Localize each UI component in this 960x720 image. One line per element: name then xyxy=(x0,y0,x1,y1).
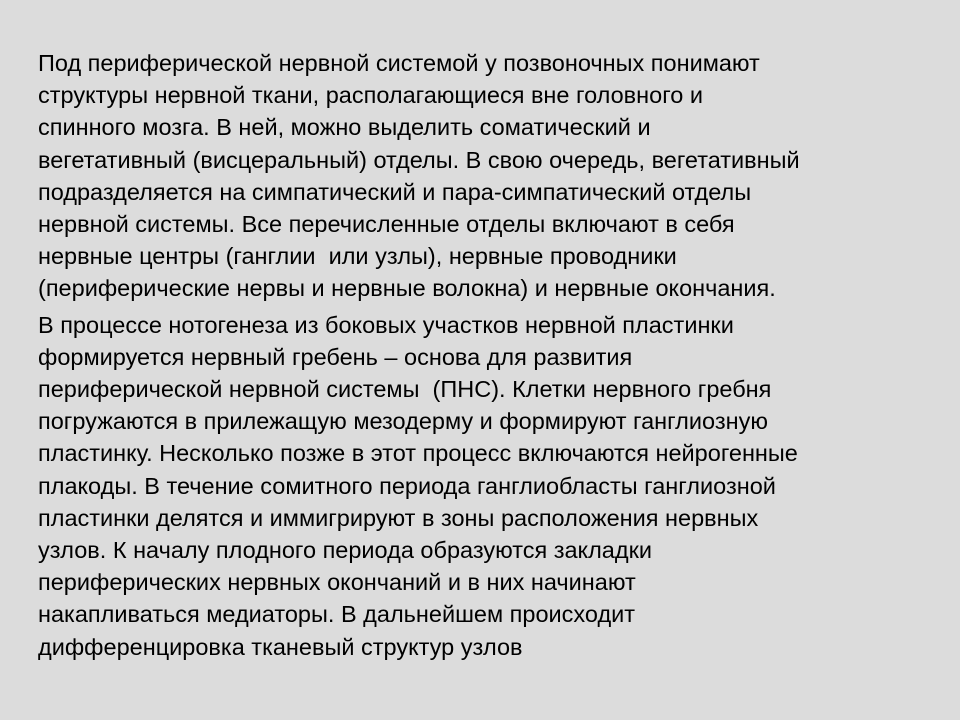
text-line: вегетативный (висцеральный) отделы. В свою очередь, вегетативный xyxy=(38,146,800,173)
text-line: погружаются в прилежащую мезодерму и формируют ганглиозную xyxy=(38,408,768,435)
text-line: периферических нервных окончаний и в них начинают xyxy=(38,569,636,596)
text-line: пластинки делятся и иммигрируют в зоны расположения нервных xyxy=(38,504,759,531)
text-line: В процессе нотогенеза из боковых участков нервной пластинки xyxy=(38,311,734,338)
text-line: формируется нервный гребень – основа для развития xyxy=(38,343,633,370)
text-line: Под периферической нервной системой у позвоночных понимают xyxy=(38,50,760,76)
text-line: узлов. К началу плодного периода образуются закладки xyxy=(38,537,652,564)
text-line: плакоды. В течение сомитного периода ганглиобласты ганглиозной xyxy=(38,472,776,499)
text-line: спинного мозга. В ней, можно выделить соматический и xyxy=(38,114,651,141)
text-line: (периферические нервы и нервные волокна) и нервные окончания. xyxy=(38,275,776,302)
text-line: пластинку. Несколько позже в этот процесс включаются нейрогенные xyxy=(38,440,798,467)
text-line: накапливаться медиаторы. В дальнейшем происходит xyxy=(38,601,636,628)
text-line: нервные центры (ганглии или узлы), нервные проводники xyxy=(38,243,677,270)
text-line: нервной системы. Все перечисленные отделы включают в себя xyxy=(38,211,735,238)
text-line: периферической нервной системы (ПНС). Клетки нервного гребня xyxy=(38,376,772,403)
text-line: структуры нервной ткани, располагающиеся вне головного и xyxy=(38,82,703,109)
text-line: подразделяется на симпатический и пара-симпатический отделы xyxy=(38,178,752,205)
text-line: дифференцировка тканевый структур узлов xyxy=(38,633,523,660)
paragraph-peripheral-nervous-system xyxy=(38,47,920,305)
paragraph-neurogenesis xyxy=(38,309,920,663)
